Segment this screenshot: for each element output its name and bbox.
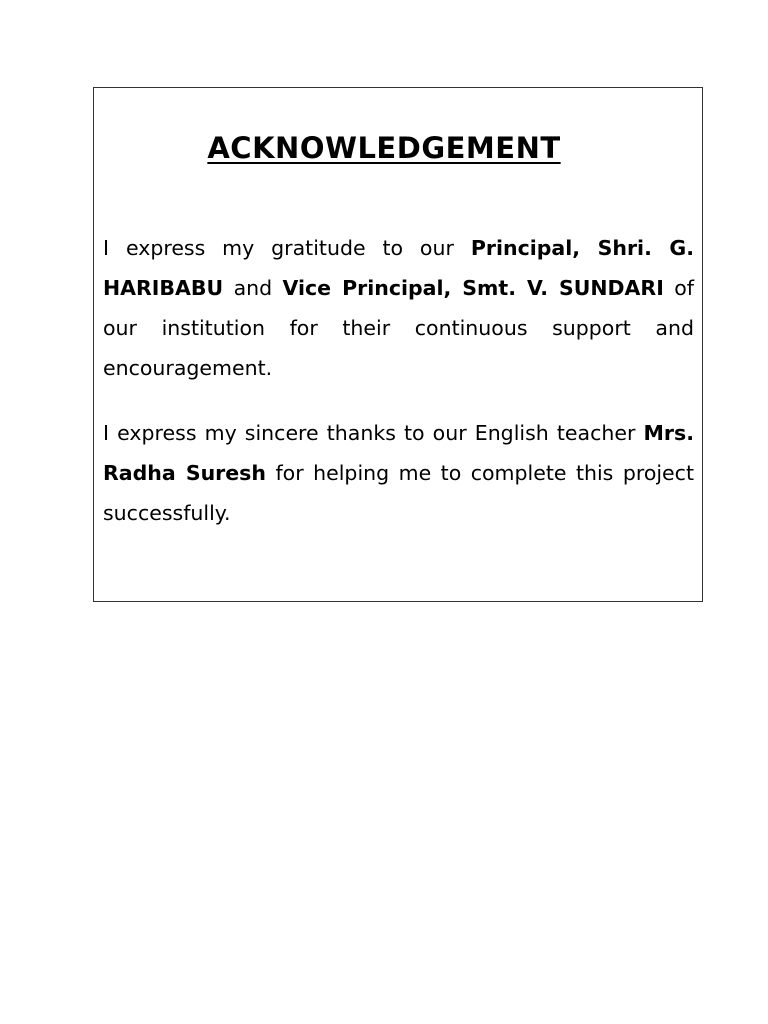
paragraph1-text2: and <box>233 276 273 300</box>
paragraph1-text1: I express my gratitude to our <box>103 236 454 260</box>
paragraph2-text1: I express my sincere thanks to our English teacher <box>103 421 636 445</box>
paragraph1-text3: of our institution for their continuous support and encouragement. <box>103 276 694 380</box>
page-title: ACKNOWLEDGEMENT <box>207 131 561 165</box>
vice-principal-name: Vice Principal, Smt. V. SUNDARI <box>282 276 664 300</box>
teacher-name: Mrs. Radha Suresh <box>103 421 694 485</box>
thanks-paragraph <box>103 413 694 533</box>
principal-name: Principal, Shri. G. HARIBABU <box>103 236 694 300</box>
gratitude-paragraph <box>103 228 694 388</box>
paragraph2-text2: for helping me to complete this project successfully. <box>103 461 694 525</box>
